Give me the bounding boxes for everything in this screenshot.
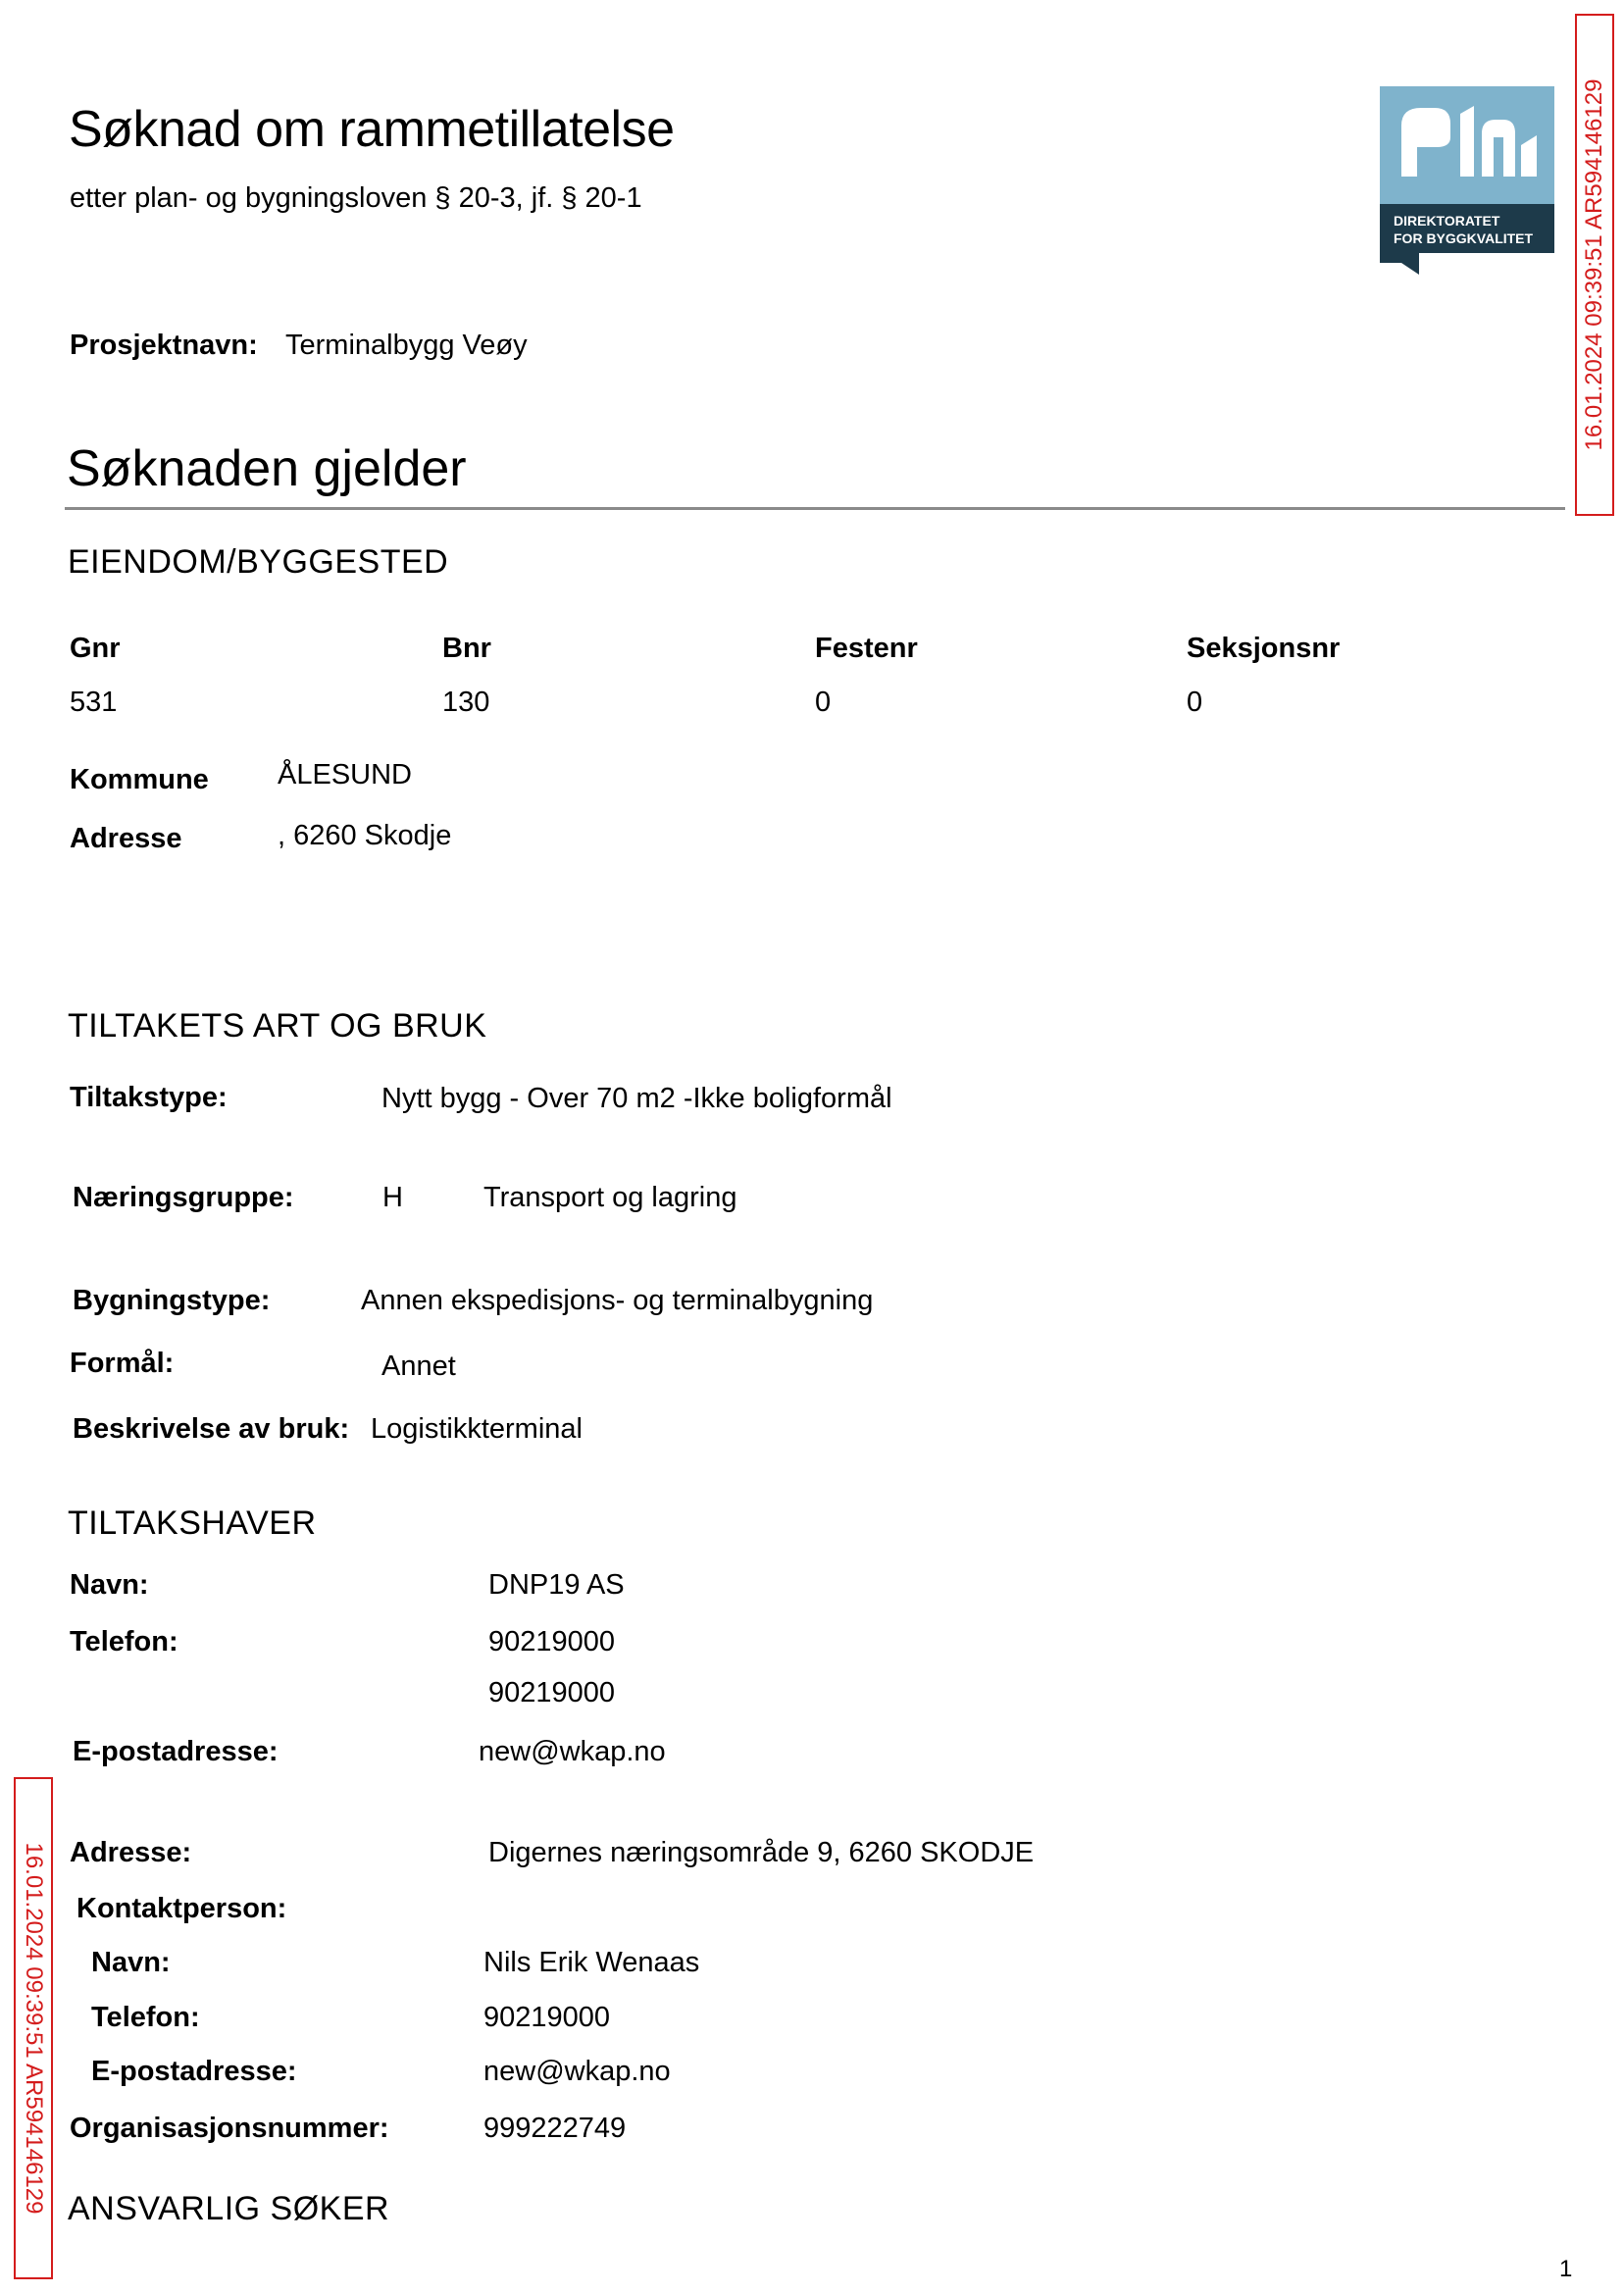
tiltakshaver-telefon-label: Telefon: bbox=[70, 1626, 178, 1657]
bygningstype-label: Bygningstype: bbox=[73, 1285, 271, 1316]
tiltakshaver-adresse-value: Digernes næringsområde 9, 6260 SKODJE bbox=[488, 1837, 1035, 1868]
kontakt-telefon-label: Telefon: bbox=[91, 2002, 200, 2033]
tiltakstype-label: Tiltakstype: bbox=[70, 1082, 228, 1113]
tiltakshaver-navn-label: Navn: bbox=[70, 1569, 149, 1601]
section-divider bbox=[65, 507, 1565, 510]
timestamp-stamp-left: 16.01.2024 09:39:51 AR594146129 bbox=[14, 1777, 53, 2279]
tiltakshaver-epost-label: E-postadresse: bbox=[73, 1736, 279, 1767]
kontakt-navn-label: Navn: bbox=[91, 1947, 171, 1978]
adresse-label: Adresse bbox=[70, 823, 182, 854]
dibk-logo bbox=[1380, 86, 1554, 280]
kontaktperson-label: Kontaktperson: bbox=[76, 1893, 287, 1924]
gnr-value: 531 bbox=[70, 687, 118, 718]
document-subtitle: etter plan- og bygningsloven § 20-3, jf. § 20-1 bbox=[70, 182, 642, 214]
tiltakshaver-telefon-value-2: 90219000 bbox=[488, 1677, 616, 1708]
naeringsgruppe-label: Næringsgruppe: bbox=[73, 1182, 294, 1213]
festenr-label: Festenr bbox=[815, 633, 918, 664]
kontakt-epost-label: E-postadresse: bbox=[91, 2056, 297, 2087]
timestamp-stamp-right: 16.01.2024 09:39:51 AR594146129 bbox=[1575, 14, 1614, 516]
tiltakstype-value: Nytt bygg - Over 70 m2 -Ikke boligformål bbox=[381, 1083, 892, 1114]
organisasjonsnummer-label: Organisasjonsnummer: bbox=[70, 2113, 389, 2144]
beskrivelse-value: Logistikkterminal bbox=[371, 1413, 583, 1445]
tiltakshaver-telefon-value-1: 90219000 bbox=[488, 1626, 616, 1657]
naeringsgruppe-code: H bbox=[382, 1182, 403, 1213]
formal-value: Annet bbox=[381, 1351, 456, 1382]
seksjonsnr-value: 0 bbox=[1187, 687, 1203, 718]
tiltak-heading: TILTAKETS ART OG BRUK bbox=[68, 1007, 487, 1045]
organisasjonsnummer-value: 999222749 bbox=[483, 2113, 627, 2144]
project-value: Terminalbygg Veøy bbox=[285, 330, 528, 361]
project-label: Prosjektnavn: bbox=[70, 330, 258, 361]
kontakt-telefon-value: 90219000 bbox=[483, 2002, 611, 2033]
seksjonsnr-label: Seksjonsnr bbox=[1187, 633, 1341, 664]
svg-text:DIREKTORATET: DIREKTORATET bbox=[1394, 213, 1500, 229]
tiltakshaver-heading: TILTAKSHAVER bbox=[68, 1504, 317, 1542]
naeringsgruppe-value: Transport og lagring bbox=[483, 1182, 737, 1213]
kommune-value: ÅLESUND bbox=[278, 759, 412, 790]
bnr-value: 130 bbox=[442, 687, 490, 718]
tiltakshaver-navn-value: DNP19 AS bbox=[488, 1569, 625, 1601]
kontakt-epost-value: new@wkap.no bbox=[483, 2056, 671, 2087]
kontakt-navn-value: Nils Erik Wenaas bbox=[483, 1947, 700, 1978]
eiendom-heading: EIENDOM/BYGGESTED bbox=[68, 543, 449, 581]
svg-text:FOR BYGGKVALITET: FOR BYGGKVALITET bbox=[1394, 230, 1534, 246]
tiltakshaver-epost-value: new@wkap.no bbox=[479, 1736, 666, 1767]
ansvarlig-soker-heading: ANSVARLIG SØKER bbox=[68, 2190, 390, 2227]
page-number: 1 bbox=[1559, 2256, 1573, 2282]
dibk-logo-icon bbox=[1380, 86, 1554, 275]
section-title: Søknaden gjelder bbox=[67, 440, 467, 497]
formal-label: Formål: bbox=[70, 1348, 175, 1379]
festenr-value: 0 bbox=[815, 687, 832, 718]
beskrivelse-label: Beskrivelse av bruk: bbox=[73, 1413, 350, 1445]
kommune-label: Kommune bbox=[70, 764, 209, 795]
bnr-label: Bnr bbox=[442, 633, 491, 664]
bygningstype-value: Annen ekspedisjons- og terminalbygning bbox=[361, 1285, 874, 1316]
gnr-label: Gnr bbox=[70, 633, 121, 664]
adresse-value: , 6260 Skodje bbox=[278, 820, 452, 851]
tiltakshaver-adresse-label: Adresse: bbox=[70, 1837, 192, 1868]
document-title: Søknad om rammetillatelse bbox=[69, 101, 675, 158]
